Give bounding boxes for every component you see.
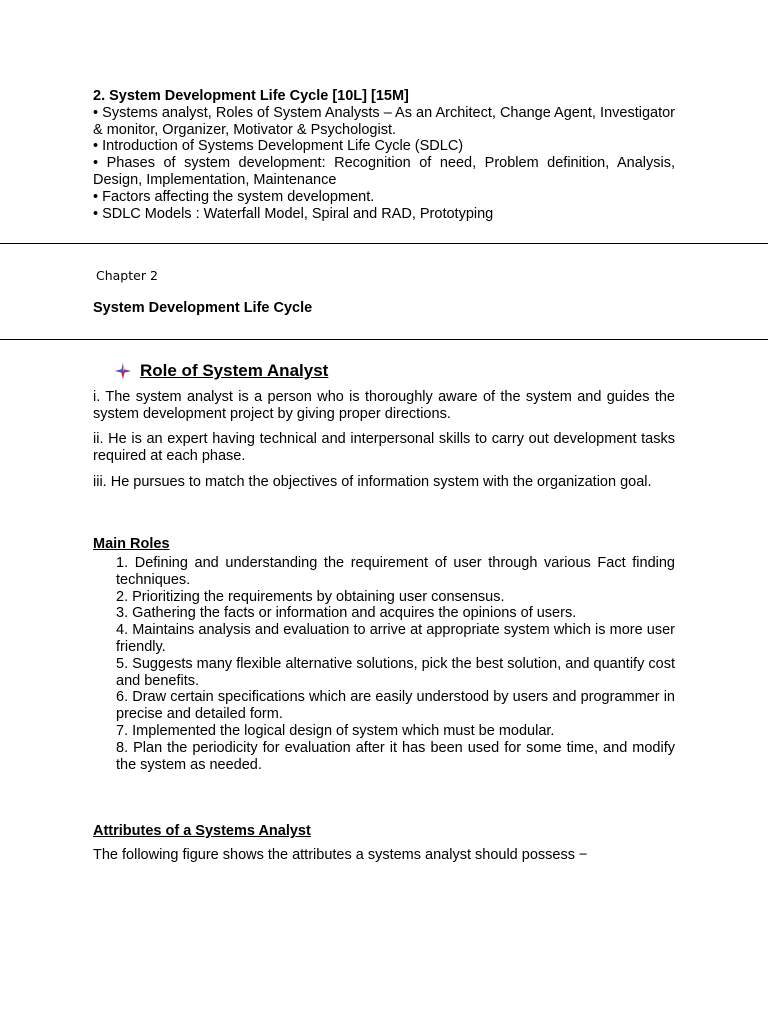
role-section-heading [114, 362, 328, 380]
syllabus-bullet: • Introduction of Systems Development Life Cycle (SDLC) [93, 138, 464, 155]
main-roles-heading: Main Roles [93, 536, 170, 552]
chapter-title: System Development Life Cycle [93, 300, 313, 316]
main-roles-list [116, 555, 675, 773]
list-item: 7. Implemented the logical design of system which must be modular. [116, 722, 555, 739]
list-item: 5. Suggests many flexible alternative solutions, pick the best solution, and quantify cost and benefits. [116, 655, 675, 689]
list-item: 3. Gathering the facts or information and acquires the opinions of users. [116, 605, 577, 622]
four-point-star-icon [114, 362, 132, 380]
chapter-label: Chapter 2 [96, 268, 158, 283]
role-paragraph-text: iii. He pursues to match the objectives of information system with the organization goal. [93, 474, 652, 490]
syllabus-block [93, 88, 675, 222]
attributes-heading: Attributes of a Systems Analyst [93, 823, 311, 839]
role-paragraph-text: ii. He is an expert having technical and interpersonal skills to carry out development tasks required at each phase. [93, 431, 675, 464]
role-section-title: Role of System Analyst [140, 360, 329, 380]
list-item: 2. Prioritizing the requirements by obtaining user consensus. [116, 588, 505, 605]
list-item: 6. Draw certain specifications which are easily understood by users and programmer in precise and detailed form. [116, 689, 675, 723]
list-item: 4. Maintains analysis and evaluation to arrive at appropriate system which is more user friendly. [116, 622, 675, 655]
divider-top [0, 243, 768, 244]
syllabus-title: 2. System Development Life Cycle [10L] [15M] [93, 88, 409, 104]
role-paragraph [93, 389, 675, 423]
list-item: 8. Plan the periodicity for evaluation after it has been used for some time, and modify the system as needed. [116, 739, 675, 773]
syllabus-bullet: • Factors affecting the system development. [93, 188, 375, 205]
role-paragraph-text: i. The system analyst is a person who is thoroughly aware of the system and guides the system development project by giving proper directions. [93, 389, 675, 422]
syllabus-bullet: • Systems analyst, Roles of System Analysts – As an Architect, Change Agent, Investigator & monitor, Organizer, Motivator & Psychologist. [93, 104, 675, 138]
list-item: 1. Defining and understanding the requirement of user through various Fact finding techniques. [116, 555, 675, 588]
attributes-paragraph: The following figure shows the attributes a systems analyst should possess − [93, 847, 588, 863]
syllabus-bullet: • SDLC Models : Waterfall Model, Spiral and RAD, Prototyping [93, 205, 494, 222]
syllabus-bullet: • Phases of system development: Recognition of need, Problem definition, Analysis, Design, Implementation, Maintenance [93, 155, 675, 188]
divider-bottom [0, 339, 768, 340]
role-paragraph [93, 431, 675, 465]
role-paragraph [93, 474, 675, 491]
